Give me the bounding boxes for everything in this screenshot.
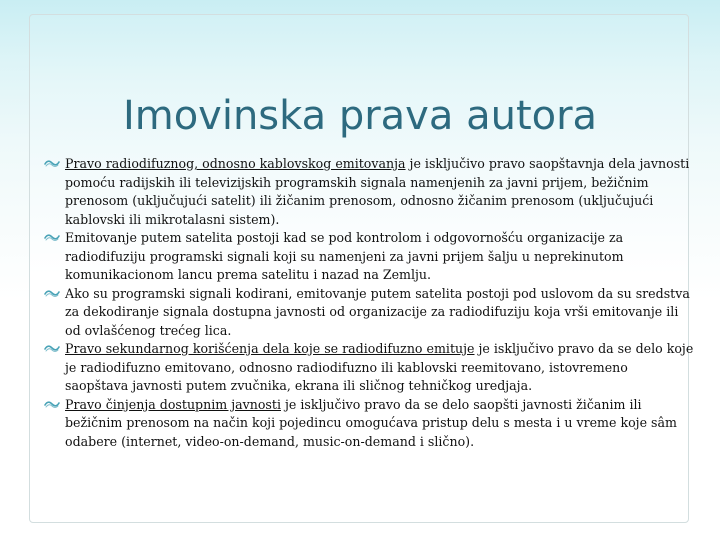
bullet-term: Pravo radiodifuznog, odnosno kablovskog emitovanja xyxy=(65,156,406,171)
wave-bullet-icon xyxy=(44,157,60,169)
bullet-term: Pravo sekundarnog korišćenja dela koje se radiodifuzno emituje xyxy=(65,341,475,356)
bullet-item xyxy=(44,340,694,396)
bullet-text: je isključivo pravo saopštavnja dela javnosti pomoću radijskih ili televizijskih programskih signala namenjenih za javni prijem, bežičnim prenosom (uključujući satelit) ili žičanim prenosom, odnosno žičanim prenosom (uključujući kablovski ili mikrotalasni sistem). xyxy=(65,156,690,227)
bullet-text: Ako su programski signali kodirani, emitovanje putem satelita postoji pod uslovom da su sredstva za dekodiranje signala dostupna javnosti od organizacije za radiodifuziju koja vrši emitovanje ili od ovlašćenog trećeg lica. xyxy=(65,285,690,338)
bullet-item xyxy=(44,155,694,229)
bullet-item xyxy=(44,396,694,452)
bullet-list xyxy=(44,155,694,451)
bullet-term: Pravo činjenja dostupnim javnosti xyxy=(65,396,281,412)
wave-bullet-icon xyxy=(44,287,60,299)
wave-bullet-icon xyxy=(44,231,60,243)
bullet-item xyxy=(44,229,694,285)
bullet-text: je isključivo pravo da se delo koje je radiodifuzno emitovano, odnosno radiodifuzno ili kablovski reemitovano, istovremeno saopštava javnosti putem zvučnika, ekrana ili sličnog tehničkog uredjaja. xyxy=(65,341,694,393)
wave-bullet-icon xyxy=(44,398,60,410)
wave-bullet-icon xyxy=(44,342,60,354)
bullet-item xyxy=(44,285,694,341)
slide-title: Imovinska prava autora xyxy=(122,93,598,139)
bullet-text: Emitovanje putem satelita postoji kad se pod kontrolom i odgovornošću organizacije za radiodifuziju programski signali koji su namenjeni za javni prijem šalju u neprekinutom komunikacionom lancu prema satelitu i nazad na Zemlju. xyxy=(65,230,624,282)
bullet-text: je isključivo pravo da se delo saopšti javnosti žičanim ili bežičnim prenosom na način koji pojedincu omogućava pristup delu s mesta i u vreme koje sâm odabere (internet, video-on-demand, music-on-demand i slično). xyxy=(65,396,677,449)
